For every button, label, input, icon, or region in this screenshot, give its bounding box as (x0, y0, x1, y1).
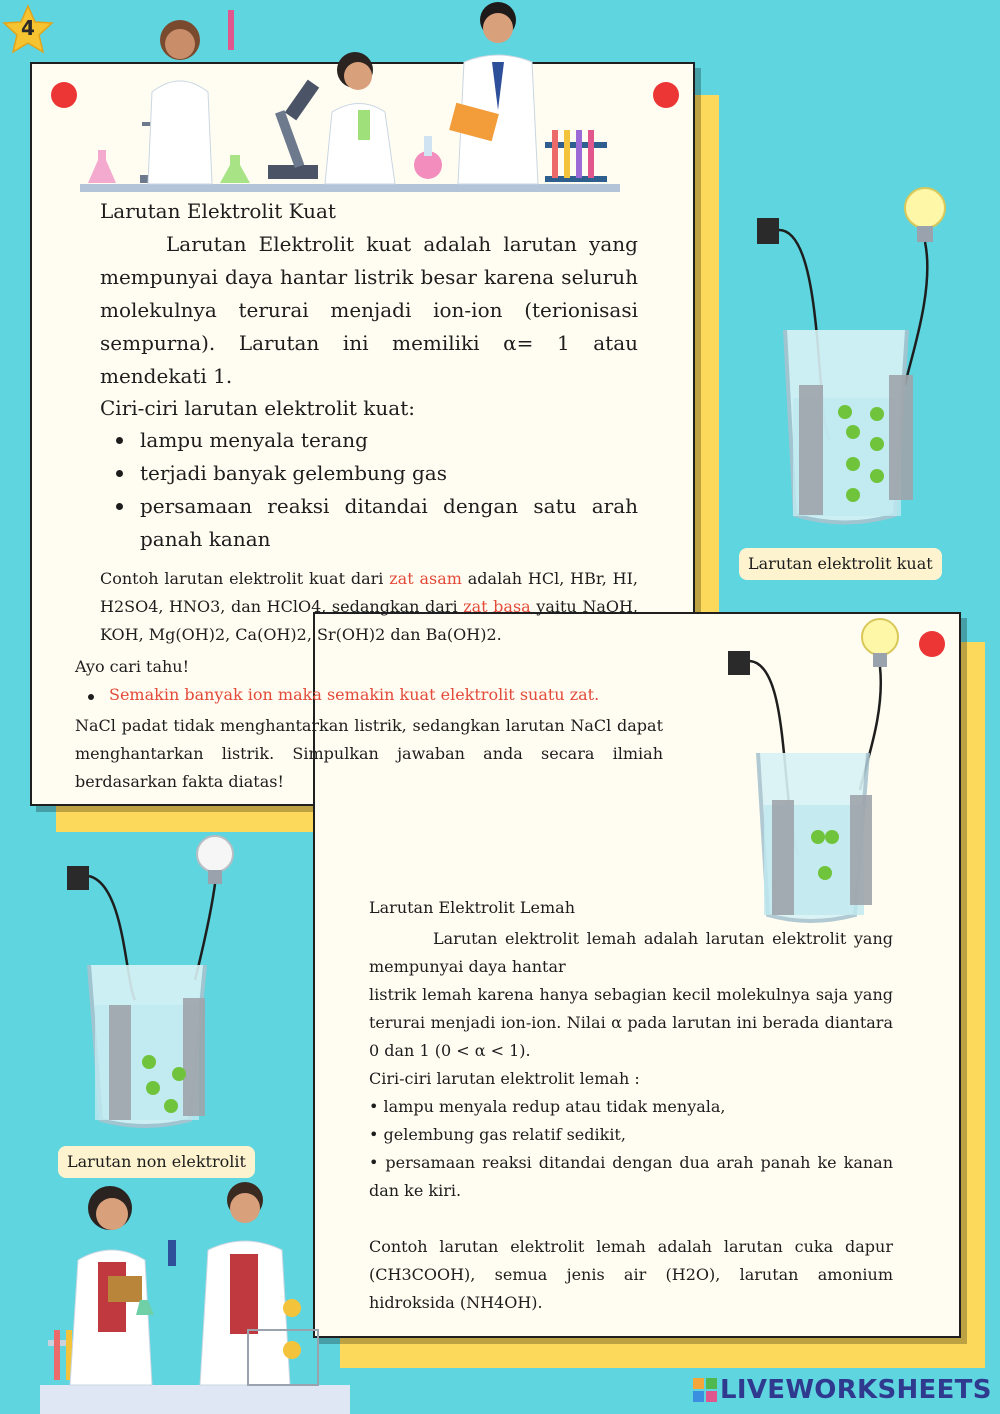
page-number-badge (2, 4, 54, 56)
base-term: zat basa (463, 597, 531, 616)
explore-heading: Ayo cari tahu! (75, 657, 190, 676)
pin-icon (51, 82, 77, 108)
strong-characteristics-heading: Ciri-ciri larutan elektrolit kuat: (100, 396, 415, 420)
strong-electrolyte-paragraph: Larutan Elektrolit kuat adalah larutan yang mempunyai daya hantar listrik besar karena seluruh molekulnya terurai menjadi ion-ion (terionisasi sempurna). Larutan ini memiliki α= 1 atau mendekati 1. (100, 232, 638, 388)
list-item: persamaan reaksi ditandai dengan satu arah panah kanan (100, 490, 638, 556)
non-electrolyte-apparatus (65, 830, 245, 1130)
strong-characteristics-list (100, 424, 638, 556)
weak-examples: Contoh larutan elektrolit lemah adalah larutan cuka dapur (CH3COOH), semua jenis air (H2O), larutan amonium hidroksida (NH4OH). (369, 1237, 893, 1312)
strong-electrolyte-apparatus (735, 170, 975, 540)
weak-line1: Larutan elektrolit lemah adalah larutan elektrolit yang mempunyai daya hantar (369, 929, 893, 976)
pin-icon (919, 631, 945, 657)
weak-electrolyte-body (369, 925, 893, 1317)
list-item: terjadi banyak gelembung gas (100, 457, 638, 490)
list-item: • persamaan reaksi ditandai dengan dua arah panah ke kanan dan ke kiri. (369, 1153, 893, 1200)
strong-examples: Contoh larutan elektrolit kuat dari zat asam adalah HCl, HBr, HI, H2SO4, HNO3, dan HClO4, sedangkan dari zat basa yaitu NaOH, KOH, Mg(OH)2, Ca(OH)2, Sr(OH)2 dan Ba(OH)2. (100, 569, 639, 644)
explore-highlight: Semakin banyak ion maka semakin kuat elektrolit suatu zat. (75, 685, 599, 704)
brand-name: LIVEWORKSHEETS (720, 1375, 992, 1405)
strong-electrolyte-title: Larutan Elektrolit Kuat (100, 199, 336, 223)
students-illustration (40, 1180, 350, 1414)
caption-non-electrolyte: Larutan non elektrolit (58, 1146, 255, 1178)
page-number: 4 (21, 16, 35, 40)
list-item: • lampu menyala redup atau tidak menyala, (369, 1097, 726, 1116)
list-item: • gelembung gas relatif sedikit, (369, 1125, 626, 1144)
caption-strong-electrolyte: Larutan elektrolit kuat (739, 548, 942, 580)
explore-question: NaCl padat tidak menghantarkan listrik, sedangkan larutan NaCl dapat menghantarkan listrik. Simpulkan jawaban anda secara ilmiah berdasarkan fakta diatas! (75, 716, 663, 791)
weak-characteristics-heading: Ciri-ciri larutan elektrolit lemah : (369, 1069, 640, 1088)
brand-logo (693, 1372, 992, 1408)
acid-term: zat asam (389, 569, 462, 588)
weak-electrolyte-apparatus (720, 615, 920, 930)
weak-electrolyte-title: Larutan Elektrolit Lemah (369, 898, 576, 917)
scientists-illustration (80, 0, 620, 194)
pin-icon (653, 82, 679, 108)
weak-line2: listrik lemah karena hanya sebagian kecil molekulnya saja yang terurai menjadi ion-ion. Nilai α pada larutan ini berada diantara 0 dan 1 (0 < α < 1). (369, 985, 893, 1060)
liveworksheets-icon (693, 1378, 717, 1402)
list-item: lampu menyala terang (100, 424, 638, 457)
